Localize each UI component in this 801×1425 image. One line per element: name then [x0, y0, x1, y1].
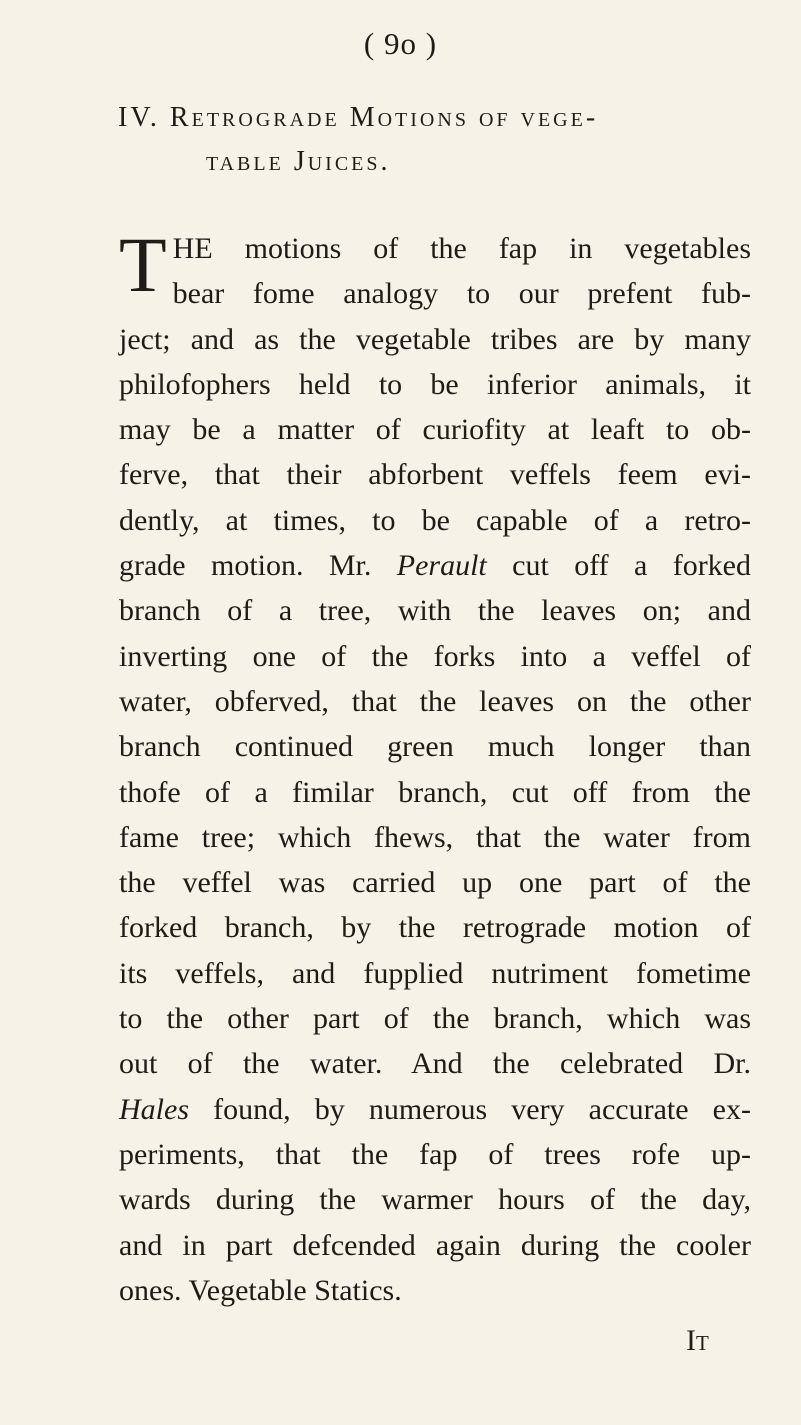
text-line: to the other part of the branch, which was — [119, 1002, 751, 1036]
text-line: grade motion. Mr. Perault cut off a forked — [119, 549, 751, 583]
text-line: may be a matter of curiofity at leaft to ob- — [119, 413, 751, 447]
text-line: wards during the warmer hours of the day, — [119, 1183, 751, 1217]
text-line: thofe of a fimilar branch, cut off from the — [119, 775, 751, 809]
text-line: HE motions of the fap in vegetables — [172, 232, 751, 265]
drop-cap: T — [119, 221, 167, 308]
text-line: ject; and as the vegetable tribes are by many — [119, 322, 751, 356]
text-line: dently, at times, to be capable of a retro- — [119, 503, 751, 537]
section-heading — [118, 96, 758, 184]
heading-line-2: table Juices. — [206, 146, 391, 177]
text-line: Hales found, by numerous very accurate ex- — [119, 1092, 751, 1126]
text-line: fame tree; which fhews, that the water from — [119, 820, 751, 854]
body-text — [119, 221, 751, 1313]
heading-line-1: IV. Retrograde Motions of vege- — [118, 102, 599, 133]
text-line: philofophers held to be inferior animals, it — [119, 367, 751, 401]
page-number: ( 9o ) — [363, 26, 438, 61]
text-line: its veffels, and fupplied nutriment fometime — [119, 956, 751, 990]
text-line: ferve, that their abforbent veffels feem evi- — [119, 458, 751, 492]
text-line: branch of a tree, with the leaves on; and — [119, 594, 751, 628]
text-line: ones. Vegetable Statics. — [119, 1273, 402, 1307]
text-line: water, obferved, that the leaves on the other — [119, 684, 751, 718]
text-line: branch continued green much longer than — [119, 730, 751, 764]
catchword: It — [686, 1324, 709, 1357]
text-line: inverting one of the forks into a veffel of — [119, 639, 751, 673]
text-line: bear fome analogy to our prefent fub- — [172, 277, 751, 311]
text-line: and in part defcended again during the cooler — [119, 1228, 751, 1262]
text-line: out of the water. And the celebrated Dr. — [119, 1047, 751, 1081]
text-line: forked branch, by the retrograde motion of — [119, 911, 751, 945]
text-line: the veffel was carried up one part of the — [119, 866, 751, 900]
first-word-rest: HE — [172, 232, 213, 265]
text-line: periments, that the fap of trees rofe up- — [119, 1137, 751, 1171]
